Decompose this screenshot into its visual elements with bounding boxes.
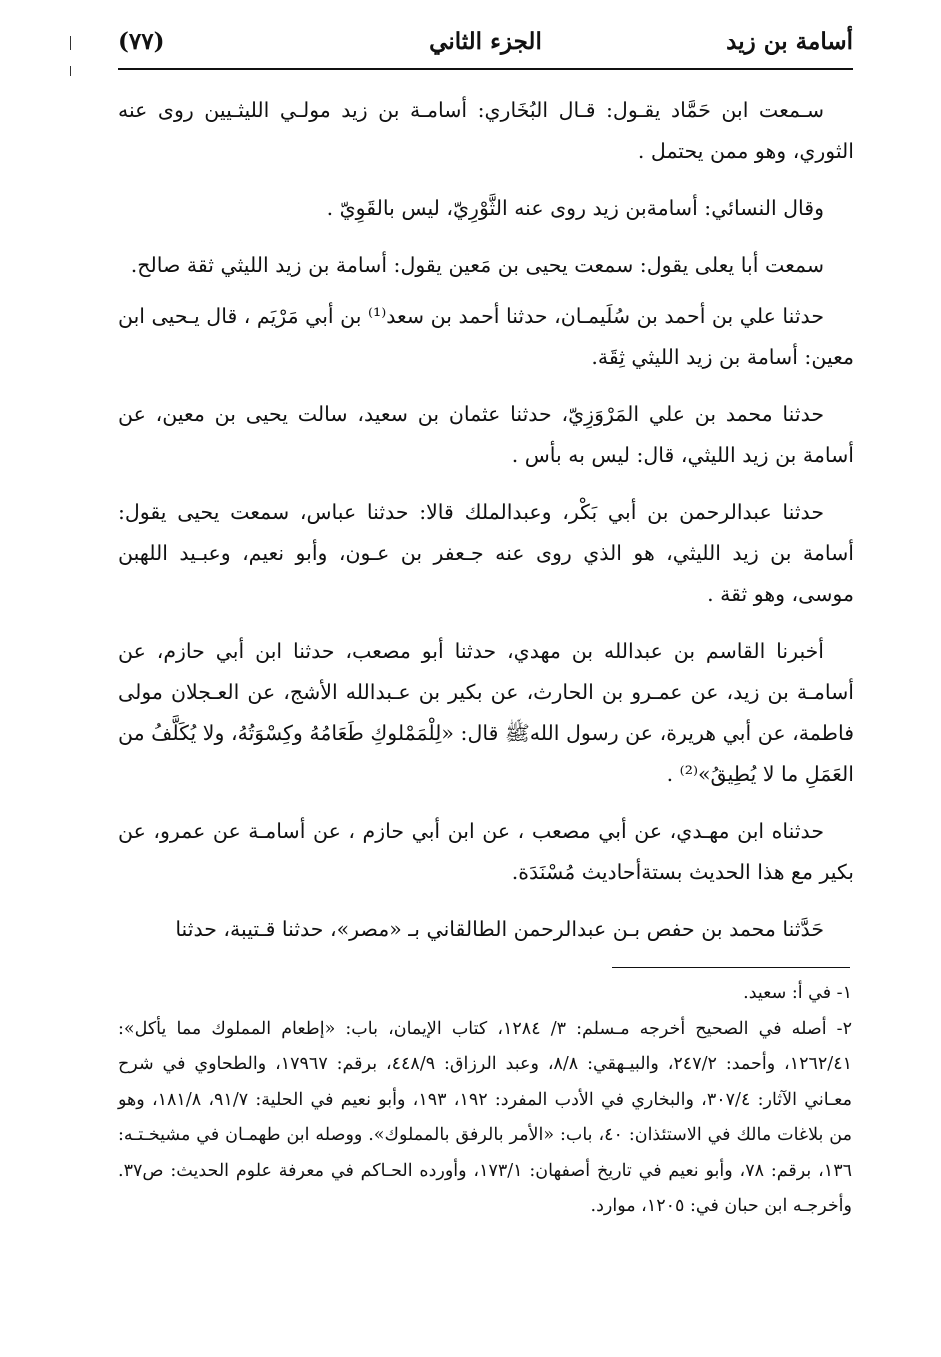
paragraph: حدثنا محمد بن علي المَرْوَزِيّ، حدثنا عثمان بن سعيد، سالت يحيى بن معين، عن أسامة بن زيد الليثي، قال: ليس به بأس . — [118, 402, 854, 467]
paragraph: حدثنا عبدالرحمن بن أبي بَكْر، وعبدالملك قالا: حدثنا عباس، سمعت يحيى يقول: أسامة بن زيد الليثي، هو الذي روى عنه جـعفر بن عـون، وأبو نعيم، وعبـيد اللهبن موسى، وهو ثقة . — [118, 500, 854, 606]
main-text — [118, 90, 854, 966]
running-title: أسامة بن زيد — [726, 28, 853, 55]
page-header — [118, 22, 853, 68]
paragraph: حَدَّثنا محمد بن حفص بـن عبدالرحمن الطالقاني بـ «مصر»، حدثنا قـتيبة، حدثنا — [175, 917, 824, 941]
footnotes — [118, 976, 852, 1225]
margin-mark — [70, 36, 71, 50]
paragraph: سمعت أبا يعلى يقول: سمعت يحيى بن مَعين يقول: أسامة بن زيد الليثي ثقة صالح. — [130, 253, 824, 277]
page-number: (٧٧) — [118, 28, 165, 55]
paragraph: حدثنا علي بن أحمد بن سُلَيمـان، حدثنا أحمد بن سعد⁽¹⁾ بن أبي مَرْيَم ، قال يـحيى ابن معين: أسامة بن زيد الليثي ثِقَة. — [118, 304, 854, 369]
footnote-rule — [612, 967, 850, 968]
header-rule — [118, 68, 853, 70]
footnote: ١- في أ: سعيد. — [743, 983, 852, 1003]
paragraph: وقال النسائي: أسامةبن زيد روى عنه الثَّوْرِيّ، ليس بالقَوِيّ . — [326, 196, 824, 220]
paragraph: أخبرنا القاسم بن عبدالله بن مهدي، حدثنا أبو مصعب، حدثنا ابن أبي حازم، عن أسامـة بن زيد، عن عمـرو بن الحارث، عن بكير بن عـبدالله الأشج، عن العـجلان مولى فاطمة، عن أبي هريرة، عن رسول اللهﷺ قال: «لِلْمَمْلوكِ طَعَامُهُ وكِسْوَتُهُ، ولا يُكَلَّفُ من العَمَلِ ما لا يُطِيقُ»⁽²⁾ . — [118, 639, 854, 786]
volume-title: الجزء الثاني — [429, 28, 542, 55]
footnote: ٢- أصله في الصحيح أخرجه مـسلم: ٣/ ١٢٨٤، كتاب الإيمان، باب: «إطعام المملوك مما يأكل»: ١٢٦٢/٤١، وأحمد: ٢٤٧/٢، والبيـهقي: ٨/٨، وعبد الرزاق: ٤٤٨/٩، برقم: ١٧٩٦٧، والطحاوي في شرح معـاني الآثار: ٣٠٧/٤، والبخاري في الأدب المفرد: ١٩٢، ١٩٣، وأبو نعيم في الحلية: ٩١/٧، ١٨١/٨، وهو من بلاغات مالك في الاستئذان: ٤٠، باب: «الأمر بالرفق بالمملوك». ووصله ابن طهمـان في مشيخـتـه: ١٣٦، برقم: ٧٨، وأبو نعيم في تاريخ أصفهان: ١٧٣/١، وأورده الحـاكم في معرفة علوم الحديث: ص٣٧. وأخرجـه ابن حبان في: ١٢٠٥، موارد. — [118, 1018, 852, 1216]
paragraph: حدثناه ابن مهـدي، عن أبي مصعب ، عن ابن أبي حازم ، عن أسامـة عن عمرو، عن بكير مع هذا الحديث بستةأحاديث مُسْنَدَة. — [118, 819, 854, 884]
paragraph: سـمعت ابن حَمَّاد يقـول: قـال البُخَاري: أسامـة بن زيد مولـي الليثـيين روى عنه الثوري، وهو ممن يحتمل . — [118, 98, 854, 163]
margin-mark — [70, 66, 71, 76]
